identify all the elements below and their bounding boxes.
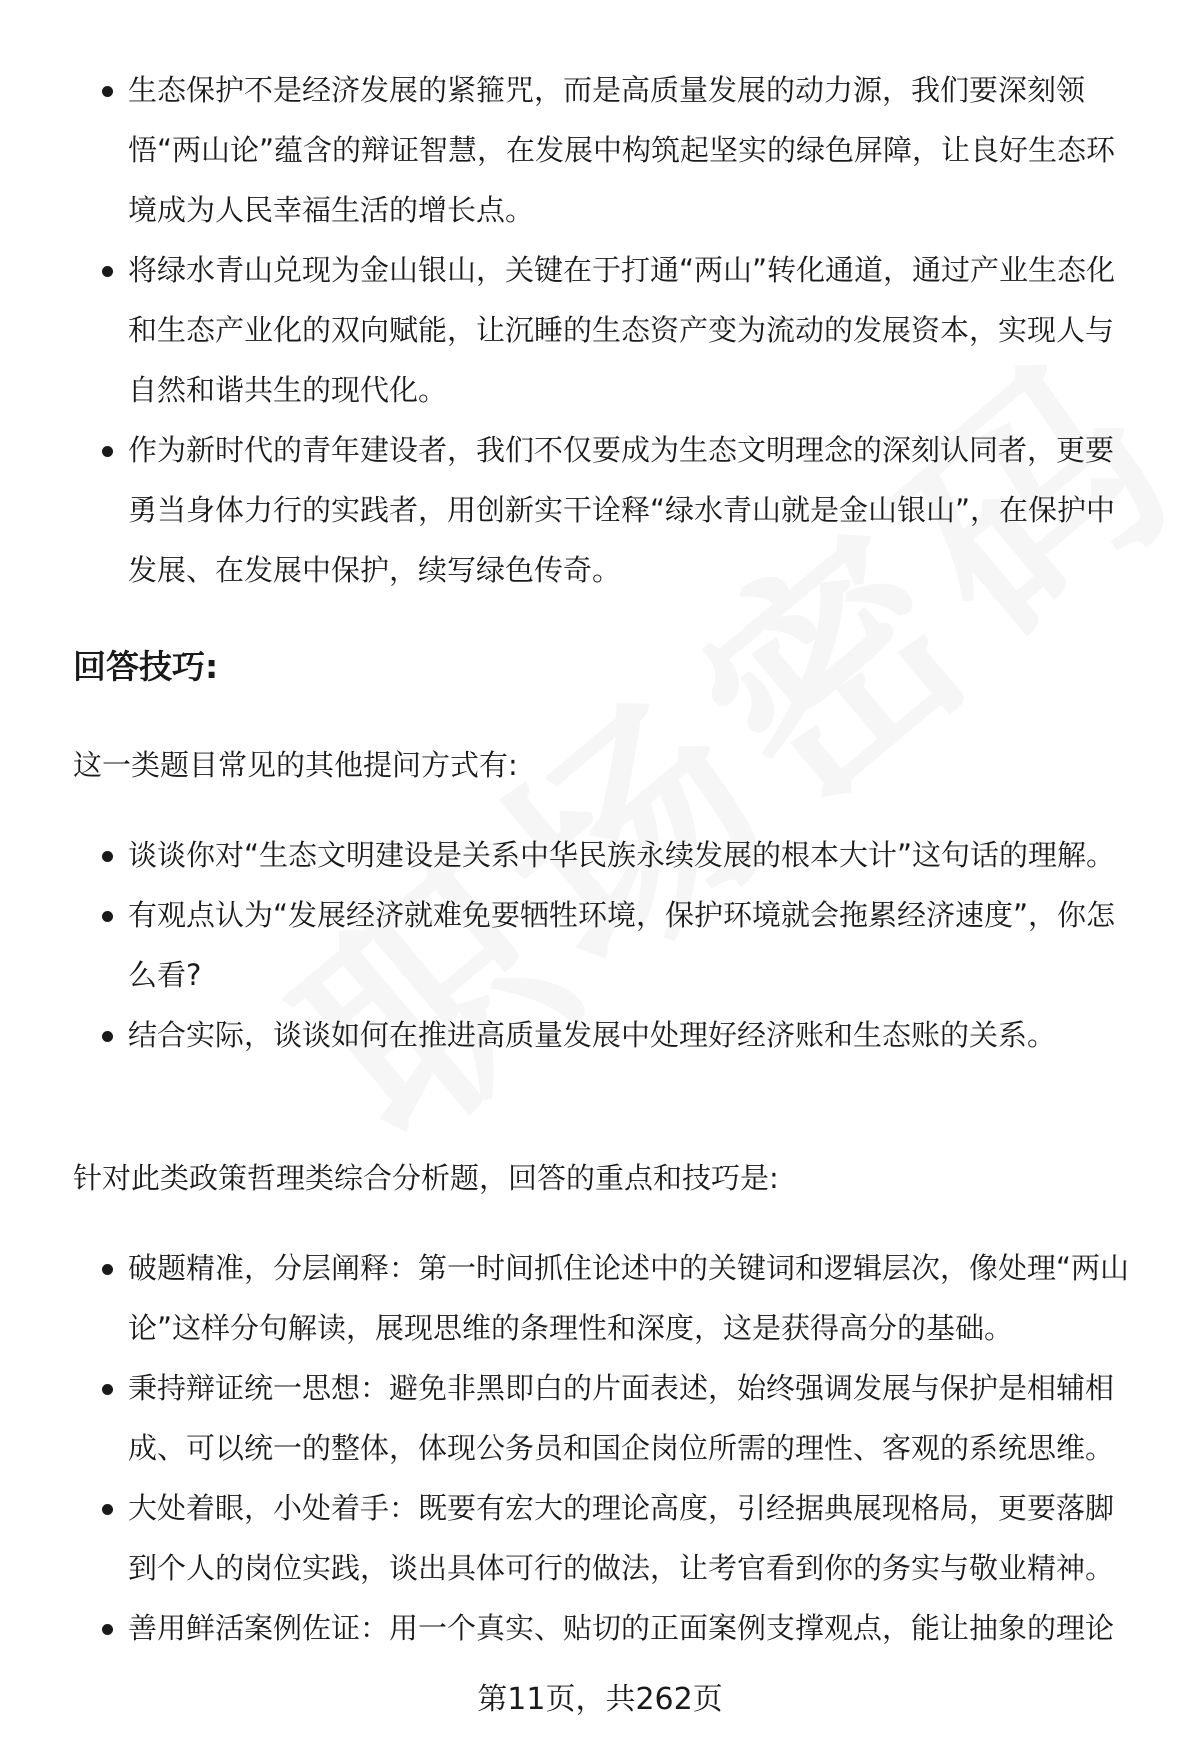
bullet-dot-icon (102, 1031, 113, 1042)
list-item-text: 生态保护不是经济发展的紧箍咒，而是高质量发展的动力源，我们要深刻领悟“两山论”蕴含的辩证智慧，在发展中构筑起坚实的绿色屏障，让良好生态环境成为人民幸福生活的增长点。 (128, 73, 1116, 227)
bullet-list-3 (88, 1238, 1138, 1658)
list-item (88, 885, 1138, 1005)
list-item (88, 1238, 1138, 1358)
list-item-text: 谈谈你对“生态文明建设是关系中华民族永续发展的根本大计”这句话的理解。 (128, 838, 1116, 872)
bullet-dot-icon (102, 266, 113, 277)
intro-paragraph-2: 针对此类政策哲理类综合分析题，回答的重点和技巧是: (73, 1161, 779, 1195)
list-item-text: 有观点认为“发展经济就难免要牺牲环境，保护环境就会拖累经济速度”，你怎么看? (128, 898, 1116, 992)
bullet-dot-icon (102, 1624, 113, 1635)
list-item (88, 1478, 1138, 1598)
bullet-dot-icon (102, 446, 113, 457)
list-item-text: 破题精准，分层阐释：第一时间抓住论述中的关键词和逻辑层次，像处理“两山论”这样分句解读，展现思维的条理性和深度，这是获得高分的基础。 (128, 1251, 1130, 1345)
bullet-dot-icon (102, 86, 113, 97)
intro-paragraph-1: 这一类题目常见的其他提问方式有: (73, 748, 518, 782)
list-item-text: 结合实际，谈谈如何在推进高质量发展中处理好经济账和生态账的关系。 (128, 1018, 1057, 1052)
list-item-text: 将绿水青山兑现为金山银山，关键在于打通“两山”转化通道，通过产业生态化和生态产业化的双向赋能，让沉睡的生态资产变为流动的发展资本，实现人与自然和谐共生的现代化。 (128, 253, 1116, 407)
list-item-text: 作为新时代的青年建设者，我们不仅要成为生态文明理念的深刻认同者，更要勇当身体力行的实践者，用创新实干诠释“绿水青山就是金山银山”，在保护中发展、在发展中保护，续写绿色传奇。 (128, 433, 1116, 587)
list-item-text: 善用鲜活案例佐证：用一个真实、贴切的正面案例支撑观点，能让抽象的理论 (128, 1611, 1115, 1645)
list-item (88, 240, 1138, 420)
list-item (88, 825, 1138, 885)
bullet-dot-icon (102, 1504, 113, 1515)
section-heading: 回答技巧: (73, 647, 219, 686)
list-item (88, 1358, 1138, 1478)
bullet-dot-icon (102, 851, 113, 862)
bullet-list-1 (88, 60, 1138, 600)
page-number-footer: 第11页，共262页 (477, 1682, 723, 1717)
bullet-dot-icon (102, 1264, 113, 1275)
list-item-text: 秉持辩证统一思想：避免非黑即白的片面表述，始终强调发展与保护是相辅相成、可以统一的整体，体现公务员和国企岗位所需的理性、客观的系统思维。 (128, 1371, 1115, 1465)
list-item (88, 60, 1138, 240)
bullet-dot-icon (102, 911, 113, 922)
bullet-dot-icon (102, 1384, 113, 1395)
bullet-list-2 (88, 825, 1138, 1065)
list-item (88, 1005, 1138, 1065)
list-item (88, 420, 1138, 600)
list-item (88, 1598, 1138, 1658)
list-item-text: 大处着眼，小处着手：既要有宏大的理论高度，引经据典展现格局，更要落脚到个人的岗位实践，谈出具体可行的做法，让考官看到你的务实与敬业精神。 (128, 1491, 1115, 1585)
